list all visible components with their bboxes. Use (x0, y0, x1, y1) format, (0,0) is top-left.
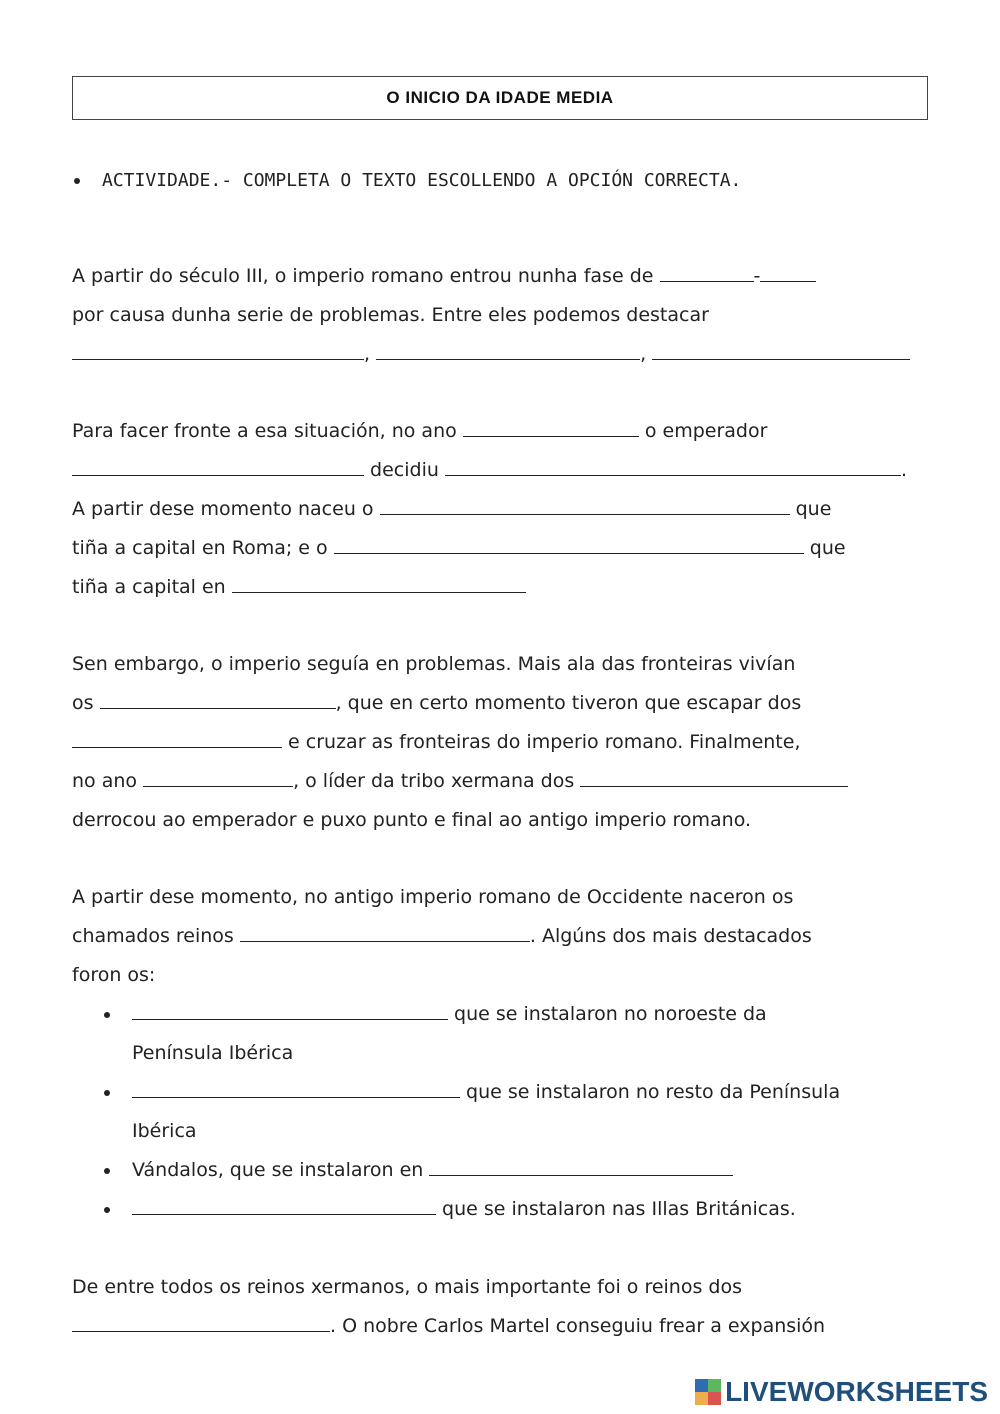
text: chamados reinos (72, 925, 234, 947)
blank-field[interactable] (132, 997, 448, 1020)
blank-field[interactable] (232, 570, 526, 593)
text: e cruzar as fronteiras do imperio romano. Finalmente, (288, 731, 801, 753)
list-item (72, 1151, 942, 1190)
blank-field[interactable] (72, 1309, 330, 1332)
text: . Algúns dos mais destacados (529, 925, 812, 947)
blank-field[interactable] (660, 259, 754, 282)
blank-field[interactable] (760, 259, 816, 282)
text: foron os: (72, 964, 156, 986)
text: Ibérica (132, 1120, 197, 1142)
list-item (72, 1190, 942, 1229)
list-item (72, 1073, 942, 1112)
text: . (900, 459, 907, 481)
blank-field[interactable] (652, 337, 910, 360)
text: que (809, 537, 846, 559)
paragraph-5 (72, 1268, 942, 1346)
blank-field[interactable] (429, 1153, 733, 1176)
blank-field[interactable] (72, 725, 282, 748)
blank-field[interactable] (240, 919, 530, 942)
blank-field[interactable] (132, 1192, 436, 1215)
blank-field[interactable] (100, 686, 336, 709)
text: no ano (72, 770, 138, 792)
paragraph-3 (72, 645, 942, 840)
blank-field[interactable] (334, 531, 804, 554)
text: decidiu (370, 459, 439, 481)
blank-field[interactable] (143, 764, 293, 787)
bullet-icon (104, 1207, 110, 1213)
text: , o líder da tribo xermana dos (293, 770, 575, 792)
blank-field[interactable] (580, 764, 848, 787)
blank-field[interactable] (376, 337, 640, 360)
text: por causa dunha serie de problemas. Entre eles podemos destacar (72, 304, 709, 326)
bullet-icon (74, 178, 80, 184)
activity-text: ACTIVIDADE.- COMPLETA O TEXTO ESCOLLENDO A OPCIÓN CORRECTA. (102, 170, 742, 191)
text: os (72, 692, 94, 714)
blank-field[interactable] (445, 453, 901, 476)
text: que se instalaron no resto da Península (466, 1081, 841, 1103)
text: A partir do século III, o imperio romano entrou nunha fase de (72, 265, 654, 287)
page-title: O INICIO DA IDADE MEDIA (72, 76, 928, 120)
text: tiña a capital en Roma; e o (72, 537, 328, 559)
text: o emperador (644, 420, 768, 442)
text: , que en certo momento tiveron que escapar dos (335, 692, 802, 714)
blank-field[interactable] (380, 492, 790, 515)
paragraph-1 (72, 257, 942, 374)
text: Sen embargo, o imperio seguía en problemas. Mais ala das fronteiras vivían (72, 653, 796, 675)
text: Para facer fronte a esa situación, no ano (72, 420, 457, 442)
bullet-icon (104, 1090, 110, 1096)
text: A partir dese momento, no antigo imperio romano de Occidente naceron os (72, 886, 794, 908)
text: A partir dese momento naceu o (72, 498, 374, 520)
blank-field[interactable] (132, 1075, 460, 1098)
blank-field[interactable] (463, 414, 639, 437)
list-item (72, 995, 942, 1034)
bullet-icon (104, 1012, 110, 1018)
text: Península Ibérica (132, 1042, 294, 1064)
blank-field[interactable] (72, 453, 364, 476)
text: que se instalaron nas Illas Británicas. (442, 1198, 796, 1220)
text: , (364, 343, 371, 365)
text: que (795, 498, 832, 520)
bullet-icon (104, 1168, 110, 1174)
brand-name: LIVEWORKSHEETS (725, 1376, 988, 1407)
text: , (640, 343, 647, 365)
text: Vándalos, que se instalaron en (132, 1159, 424, 1181)
text: . O nobre Carlos Martel conseguiu frear a expansión (330, 1315, 826, 1337)
footer-brand (695, 1376, 988, 1408)
liveworksheets-logo-icon (695, 1379, 721, 1405)
text: De entre todos os reinos xermanos, o mais importante foi o reinos dos (72, 1276, 742, 1298)
activity-instruction (72, 170, 952, 191)
paragraph-4 (72, 878, 942, 1229)
paragraph-2 (72, 412, 942, 607)
text: derrocou ao emperador e puxo punto e final ao antigo imperio romano. (72, 809, 752, 831)
blank-field[interactable] (72, 337, 364, 360)
text: que se instalaron no noroeste da (454, 1003, 767, 1025)
text: - (753, 265, 761, 287)
text: tiña a capital en (72, 576, 226, 598)
